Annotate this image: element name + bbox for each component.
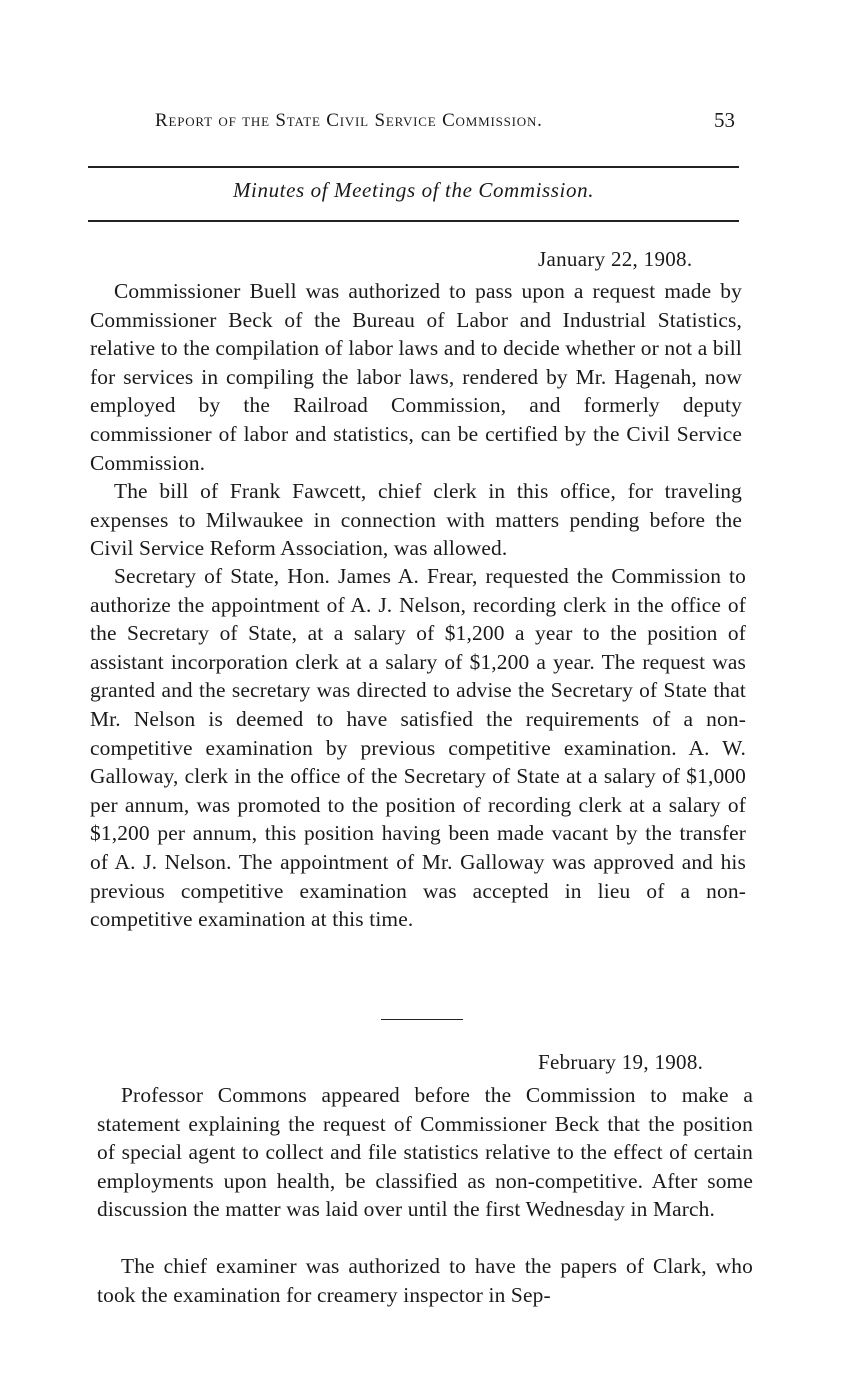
paragraph: Commissioner Buell was authorized to pass upon a request made by Commissioner Beck of the Bureau of Labor and Industrial Statistics, relative to the compilation of labor laws and to decide whether or not a bill for services in compiling the labor laws, rendered by Mr. Hagenah, now employed by the Railroad Commission, and formerly deputy commissioner of labor and statistics, can be certified by the Civil Service Commission. [90, 279, 742, 475]
paragraph: The chief examiner was authorized to have the papers of Clark, who took the examination for creamery inspector in Sep- [97, 1254, 753, 1307]
section-divider [381, 1019, 463, 1020]
running-head: Report of the State Civil Service Commission. [155, 110, 543, 131]
paragraph: Professor Commons appeared before the Commission to make a statement explaining the request of Commissioner Beck that the position of special agent to collect and file statistics relative to the effect of certain employments upon health, be classified as non-competitive. After some discussion the matter was laid over until the first Wednesday in March. [97, 1083, 753, 1222]
paragraph: The bill of Frank Fawcett, chief clerk in this office, for traveling expenses to Milwaukee in connection with matters pending before the Civil Service Reform Association, was allowed. [90, 479, 742, 561]
entry-date: January 22, 1908. [538, 247, 693, 271]
section-title: Minutes of Meetings of the Commission. [232, 178, 595, 202]
header-rule-top [88, 166, 739, 168]
page-number: 53 [714, 108, 735, 132]
header-rule-bottom [88, 220, 739, 222]
entry-date: February 19, 1908. [538, 1050, 704, 1074]
paragraph: Secretary of State, Hon. James A. Frear, requested the Commission to authorize the appointment of A. J. Nelson, recording clerk in the office of the Secretary of State, at a salary of $1,200 a year to the position of assistant incorporation clerk at a salary of $1,200 a year. The request was granted and the secretary was directed to advise the Secretary of State that Mr. Nelson is deemed to have satisfied the requirements of a non-competitive examination by previous competitive examination. A. W. Galloway, clerk in the office of the Secretary of State at a salary of $1,000 per annum, was promoted to the position of recording clerk at a salary of $1,200 per annum, this position having been made vacant by the transfer of A. J. Nelson. The appointment of Mr. Galloway was approved and his previous competitive examination was accepted in lieu of a non-competitive examination at this time. [90, 564, 746, 932]
